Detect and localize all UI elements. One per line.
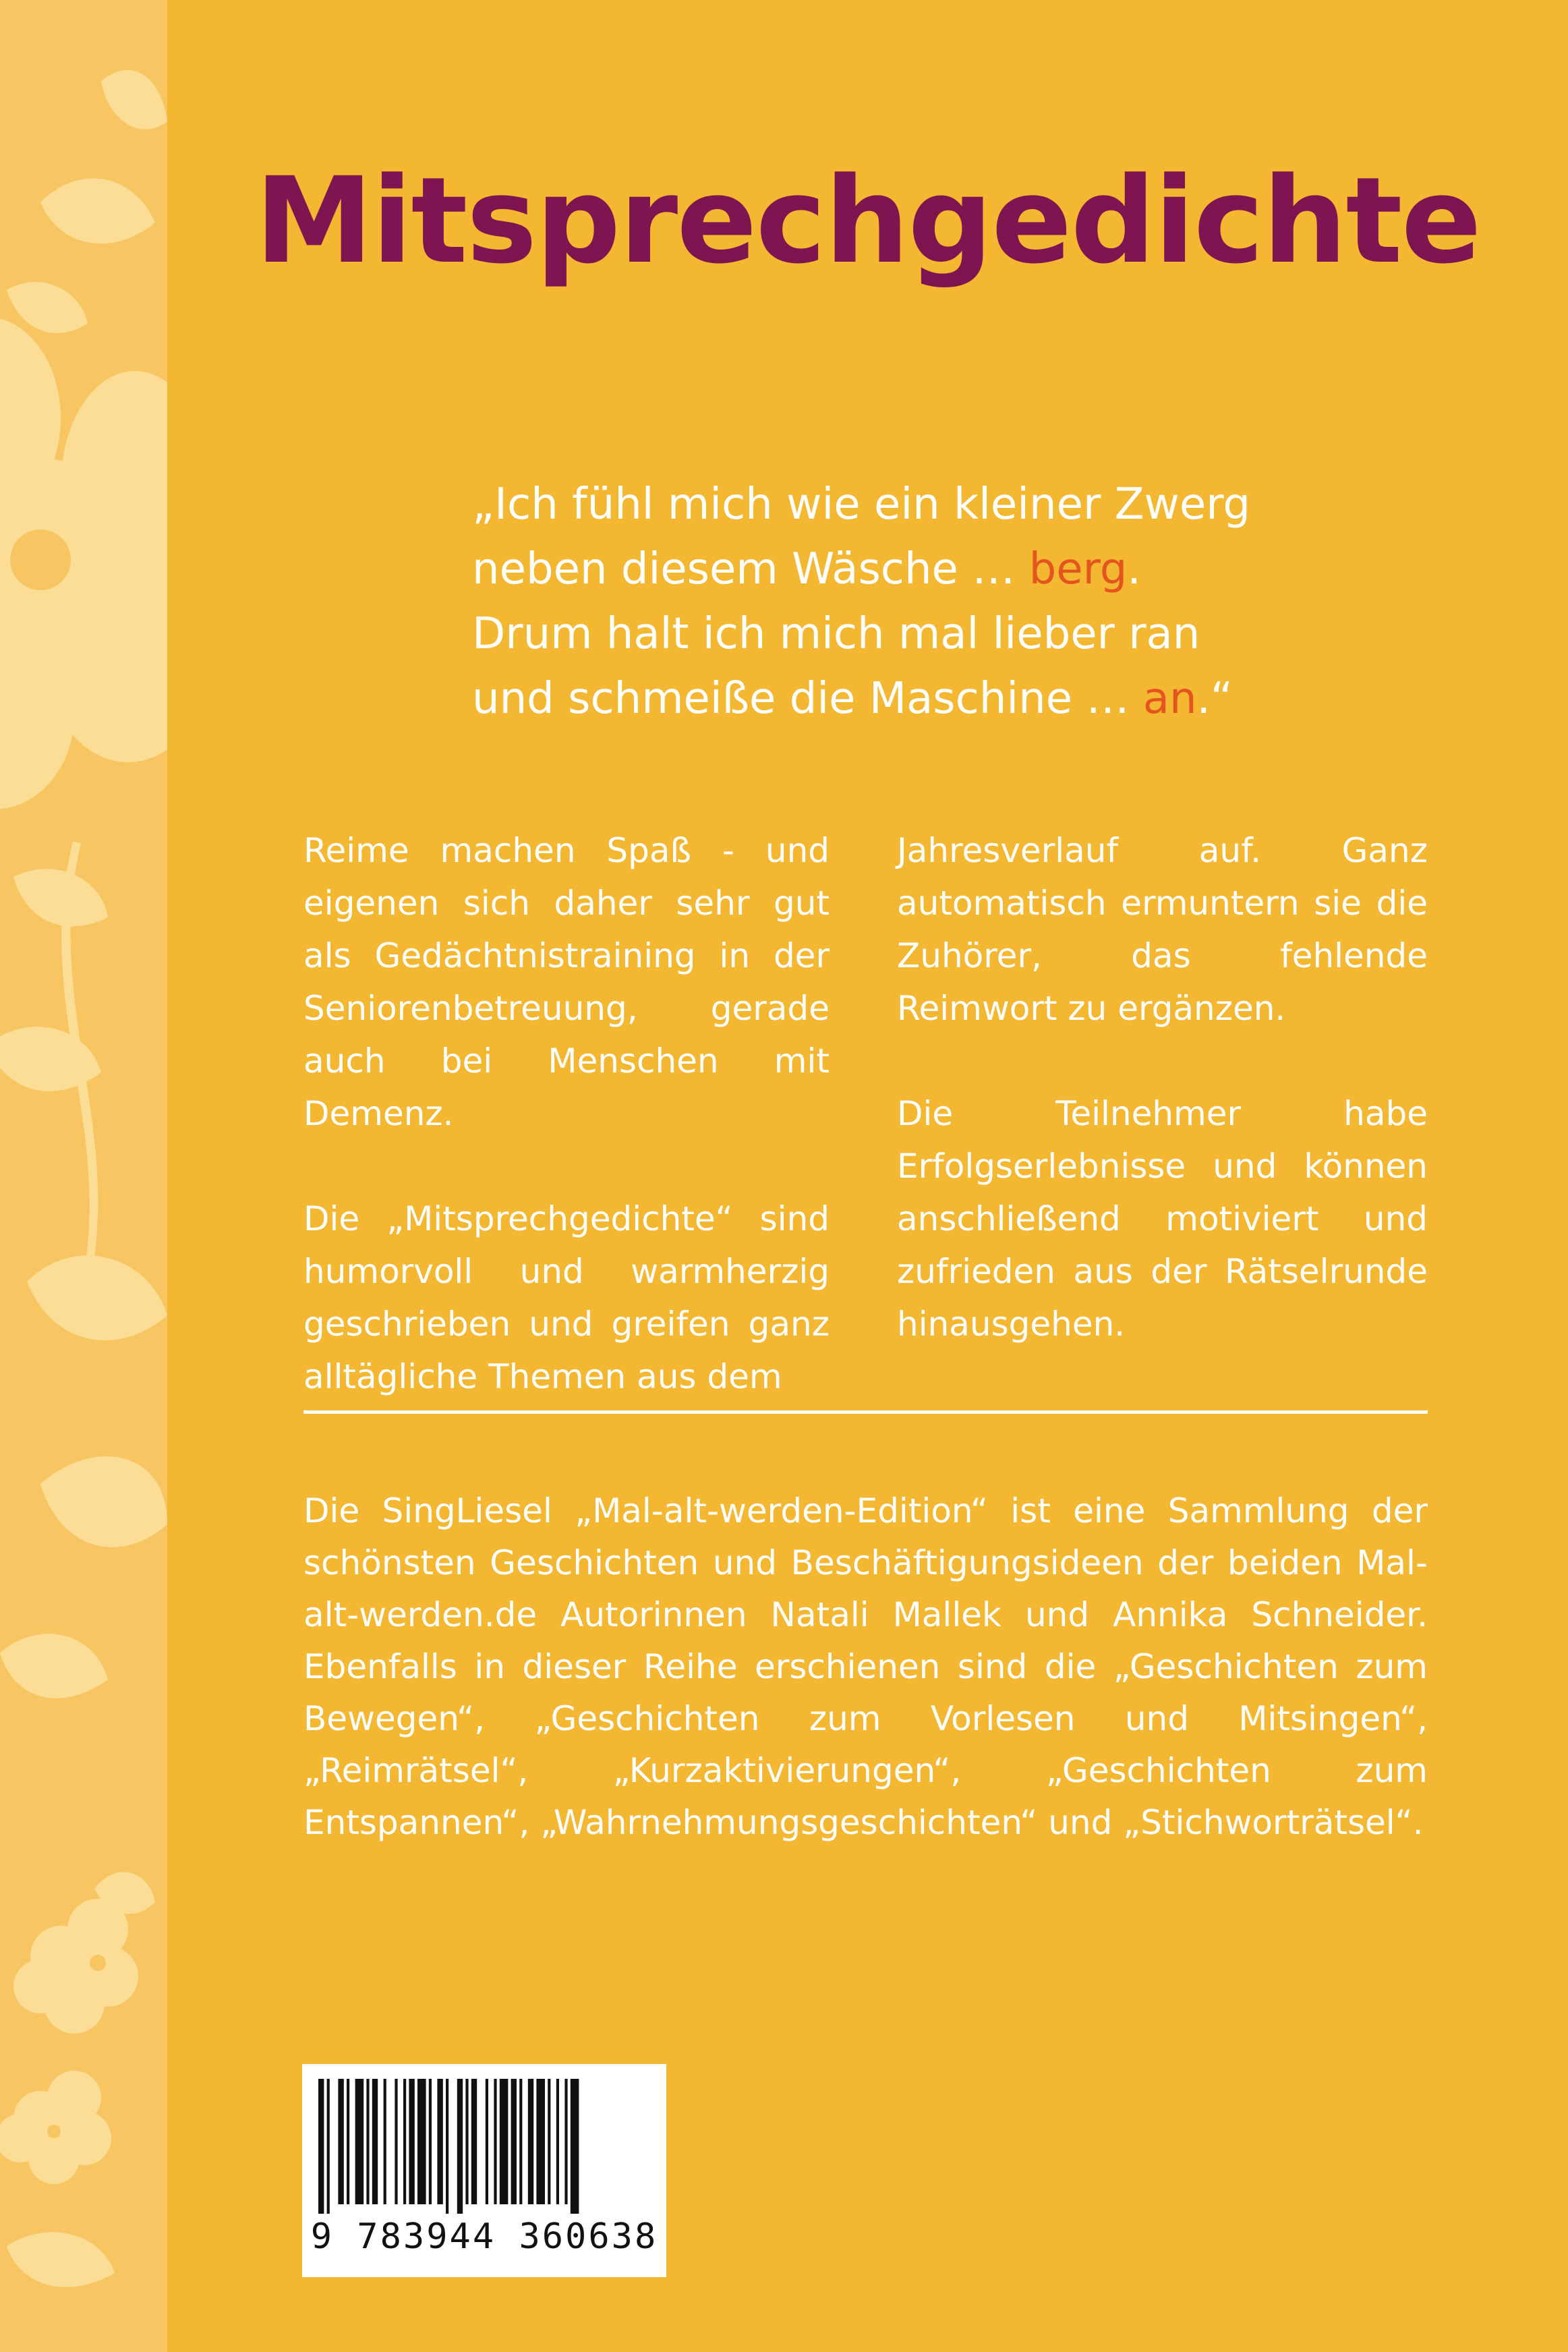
spine-floral-pattern <box>0 0 167 2352</box>
barcode-bar <box>318 2079 324 2214</box>
barcode-bar <box>446 2079 448 2214</box>
isbn-number: 9 783944 360638 <box>310 2216 658 2257</box>
barcode-bar <box>511 2079 517 2204</box>
barcode-bar <box>403 2079 406 2204</box>
poem-line-4 <box>472 666 1416 731</box>
poem-line-1: „Ich fühl mich wie ein kleiner Zwerg <box>472 480 1250 529</box>
rhyme-word-highlight: berg <box>1028 544 1128 594</box>
poem-line-3: Drum halt ich mich mal lieber ran <box>472 609 1200 659</box>
barcode-bar <box>395 2079 397 2204</box>
poem-line-2 <box>472 537 1416 602</box>
barcode-bar <box>327 2079 330 2214</box>
barcode-bar <box>429 2079 432 2204</box>
poem-excerpt <box>472 472 1416 731</box>
description-column-left <box>303 824 830 1456</box>
description-paragraph: Die Teilnehmer habe Erfolgserlebnisse und können anschließend motiviert und zufrieden aus der Rätselrunde hinausgehen. <box>897 1094 1428 1344</box>
barcode-bar <box>486 2079 488 2204</box>
section-divider <box>303 1410 1428 1414</box>
barcode-bar <box>556 2079 559 2204</box>
barcode-bar <box>564 2079 567 2204</box>
poem-line-2-text: neben diesem Wäsche … <box>472 544 1029 594</box>
barcode-bar <box>536 2079 545 2204</box>
barcode-bar <box>471 2079 477 2204</box>
poem-line-2-end: . <box>1127 544 1141 594</box>
barcode-bar <box>494 2079 496 2204</box>
barcode-bar <box>548 2079 550 2204</box>
barcode-bar <box>519 2079 522 2204</box>
barcode-bar <box>571 2079 579 2214</box>
barcode-bar <box>355 2079 364 2204</box>
barcode-bar <box>500 2079 509 2204</box>
barcode-bar <box>528 2079 533 2204</box>
barcode-bar <box>457 2079 463 2214</box>
barcode-bar <box>347 2079 349 2204</box>
description-paragraph: Die „Mitsprechgedichte“ sind humorvoll und warmherzig geschrieben und greifen ganz alltägliche Themen aus dem <box>303 1199 830 1396</box>
poem-line-4-text: und schmeiße die Maschine … <box>472 674 1143 724</box>
barcode <box>302 2064 666 2277</box>
barcode-icon <box>318 2079 650 2214</box>
barcode-bar <box>437 2079 442 2204</box>
edition-info: Die SingLiesel „Mal-alt-werden-Edition“ ist eine Sammlung der schönsten Geschichten und Beschäftigungsideen der beiden Mal-alt-werden.de Autorinnen Natali Mallek und Annika Schneider. Ebenfalls in dieser Reihe erschienen sind die „Geschichten zum Bewegen“, „Geschichten zum Vorlesen und Mitsingen“, „Reimrätsel“, „Kurzaktivierungen“, „Geschichten zum Entspannen“, „Wahrnehmungsgeschichten“ und „Stichworträtsel“. <box>303 1491 1428 1842</box>
description-paragraph: Jahresverlauf auf. Ganz automatisch ermuntern sie die Zuhörer, das fehlende Reimwort zu ergänzen. <box>897 831 1428 1028</box>
description-paragraph: Reime machen Spaß - und eigenen sich daher sehr gut als Gedächtnistraining in der Seniorenbetreuung, gerade auch bei Menschen mit Demenz. <box>303 831 830 1133</box>
barcode-bar <box>409 2079 414 2204</box>
barcode-bar <box>417 2079 426 2204</box>
poem-line-4-end: .“ <box>1196 674 1233 724</box>
book-title: Mitsprechgedichte <box>255 152 1480 290</box>
barcode-bar <box>338 2079 343 2204</box>
barcode-bar <box>384 2079 386 2204</box>
description-column-right <box>897 824 1428 1403</box>
barcode-bar <box>372 2079 378 2204</box>
barcode-bar <box>465 2079 468 2204</box>
rhyme-word-highlight: an <box>1142 674 1197 724</box>
flower-pattern-icon <box>0 0 167 2352</box>
barcode-bar <box>366 2079 369 2204</box>
